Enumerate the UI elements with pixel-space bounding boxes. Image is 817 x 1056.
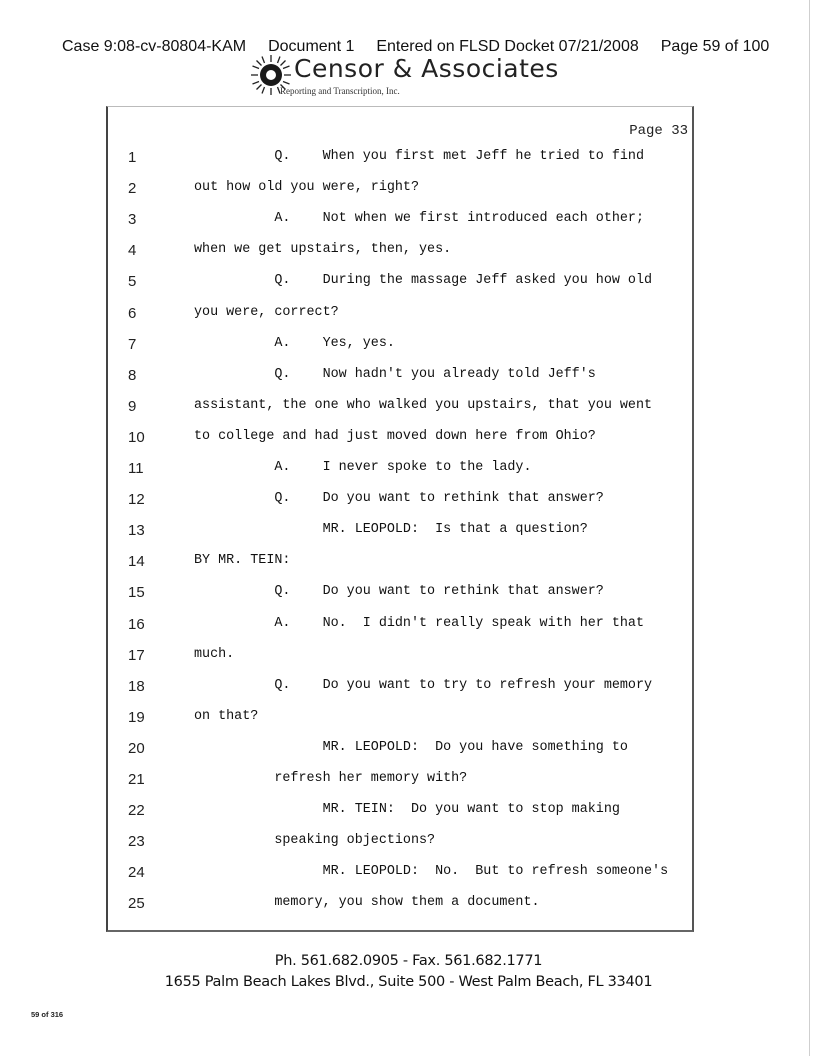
- transcript-line: [108, 336, 694, 366]
- transcript-line: [108, 740, 694, 770]
- transcript-line: [108, 864, 694, 894]
- page-stamp: 59 of 316: [31, 1010, 64, 1019]
- line-text: Q. During the massage Jeff asked you how old: [194, 273, 653, 289]
- line-number: 10: [128, 428, 145, 446]
- docket-entry: Entered on FLSD Docket 07/21/2008: [376, 38, 639, 55]
- line-text: when we get upstairs, then, yes.: [194, 242, 452, 258]
- transcript-line: [108, 211, 694, 241]
- line-text: assistant, the one who walked you upstairs, that you went: [194, 397, 653, 413]
- transcript-line: [108, 242, 694, 272]
- line-number: 20: [128, 739, 145, 757]
- line-text: on that?: [194, 708, 259, 724]
- transcript-line: [108, 584, 694, 614]
- line-number: 24: [128, 864, 145, 882]
- line-number: 1: [128, 149, 137, 166]
- line-text: speaking objections?: [194, 833, 436, 849]
- line-text: A. Not when we first introduced each other;: [194, 211, 644, 227]
- line-text: MR. LEOPOLD: No. But to refresh someone's: [194, 864, 669, 880]
- line-text: Q. Do you want to try to refresh your memory: [194, 677, 653, 693]
- line-number: 12: [128, 491, 145, 509]
- line-number: 16: [128, 615, 145, 633]
- line-number: 2: [128, 180, 137, 198]
- line-number: 14: [128, 553, 145, 571]
- company-tagline: Reporting and Transcription, Inc.: [280, 86, 400, 96]
- line-number: 19: [128, 708, 145, 726]
- transcript-line: [108, 833, 694, 863]
- transcript-line: [108, 709, 694, 739]
- transcript-line: [108, 771, 694, 801]
- company-name: Censor & Associates: [294, 54, 559, 83]
- line-number: 9: [128, 397, 137, 415]
- company-logo: [250, 52, 559, 100]
- transcript-line: [108, 491, 694, 521]
- transcript-line: [108, 149, 694, 179]
- line-text: Q. Do you want to rethink that answer?: [194, 584, 604, 600]
- line-number: 4: [128, 242, 137, 260]
- transcript-line: [108, 553, 694, 583]
- line-number: 17: [128, 646, 145, 664]
- line-number: 6: [128, 304, 137, 322]
- line-text: memory, you show them a document.: [194, 895, 540, 911]
- transcript-line: [108, 522, 694, 552]
- footer-address: 1655 Palm Beach Lakes Blvd., Suite 500 - West Palm Beach, FL 33401: [164, 974, 653, 990]
- page-edge-divider: [809, 0, 810, 1056]
- line-text: Q. Now hadn't you already told Jeff's: [194, 366, 596, 382]
- line-text: out how old you were, right?: [194, 180, 419, 196]
- line-text: Q. Do you want to rethink that answer?: [194, 491, 604, 507]
- line-text: much.: [194, 646, 235, 662]
- transcript-line: [108, 802, 694, 832]
- transcript-line: [108, 398, 694, 428]
- transcript-page-label: Page 33: [629, 123, 688, 139]
- transcript-line: [108, 678, 694, 708]
- line-text: MR. LEOPOLD: Is that a question?: [194, 522, 588, 538]
- line-number: 3: [128, 211, 137, 229]
- line-number: 11: [128, 460, 144, 477]
- transcript-line: [108, 367, 694, 397]
- line-text: BY MR. TEIN:: [194, 553, 291, 569]
- transcript-line: [108, 616, 694, 646]
- docket-page-number: Page 59 of 100: [660, 38, 770, 55]
- transcript-line: [108, 305, 694, 335]
- document-number: Document 1: [268, 38, 355, 55]
- line-number: 23: [128, 833, 145, 851]
- transcript-line: [108, 429, 694, 459]
- line-number: 18: [128, 677, 145, 695]
- line-text: you were, correct?: [194, 304, 339, 320]
- line-number: 7: [128, 335, 137, 353]
- line-text: A. No. I didn't really speak with her that: [194, 615, 644, 631]
- transcript-line: [108, 273, 694, 303]
- line-text: MR. LEOPOLD: Do you have something to: [194, 739, 628, 755]
- line-number: 8: [128, 366, 137, 384]
- line-number: 25: [128, 895, 145, 913]
- transcript-line: [108, 180, 694, 210]
- line-number: 15: [128, 584, 145, 602]
- line-number: 5: [128, 273, 137, 291]
- transcript-line: [108, 460, 694, 490]
- line-text: refresh her memory with?: [194, 771, 468, 786]
- line-text: A. Yes, yes.: [194, 335, 395, 351]
- transcript-line: [108, 895, 694, 925]
- case-number: Case 9:08-cv-80804-KAM: [62, 38, 247, 55]
- transcript-line: [108, 647, 694, 677]
- transcript-page: [106, 106, 694, 932]
- line-text: Q. When you first met Jeff he tried to find: [194, 149, 644, 164]
- line-number: 21: [128, 771, 145, 788]
- line-text: MR. TEIN: Do you want to stop making: [194, 802, 620, 818]
- line-text: to college and had just moved down here from Ohio?: [194, 428, 596, 444]
- line-number: 13: [128, 522, 145, 540]
- line-text: A. I never spoke to the lady.: [194, 460, 532, 475]
- footer-contact-phone: Ph. 561.682.0905 - Fax. 561.682.1771: [274, 953, 543, 969]
- line-number: 22: [128, 802, 145, 820]
